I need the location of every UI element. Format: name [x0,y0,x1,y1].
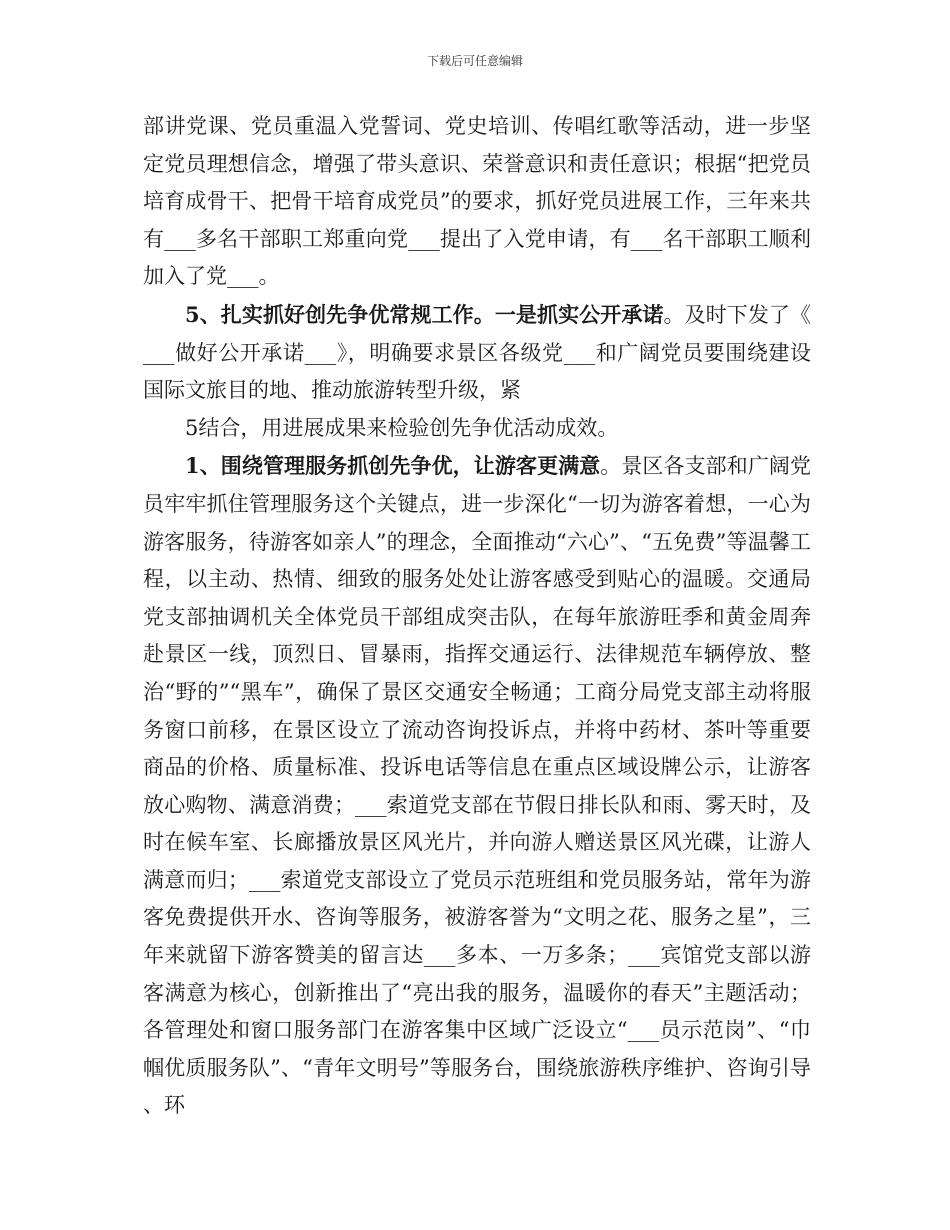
paragraph-2 [143,296,811,410]
paragraph-2-text: 。及时下发了《___做好公开承诺___》，明确要求景区各级党___和广阔党员要围绕建设国际文旅目的地、推动旅游转型升级，紧 [143,302,811,403]
section-heading-5: 5、扎实抓好创先争优常规工作。 [185,301,495,327]
section-heading-1: 1、围绕管理服务抓创先争优，让游客更满意 [185,453,601,479]
subheading-public-commitment: 一是抓实公开承诺 [494,301,664,327]
paragraph-4 [143,447,811,1125]
paragraph-3: 5结合，用进展成果来检验创先争优活动成效。 [185,415,619,440]
paragraph-4-text: 。景区各支部和广阔党员牢牢抓住管理服务这个关键点，进一步深化“一切为游客着想，一心为游客服务，待游客如亲人”的理念，全面推动“六心”、“五免费”等温馨工程，以主动、热情、细致的服务处处让游客感受到贴心的温暖。交通局党支部抽调机关全体党员干部组成突击队，在每年旅游旺季和黄金周奔赴景区一线，顶烈日、冒暴雨，指挥交通运行、法律规范车辆停放、整治“野的”“黑车”，确保了景区交通安全畅通；工商分局党支部主动将服务窗口前移，在景区设立了流动咨询投诉点，并将中药材、茶叶等重要商品的价格、质量标准、投诉电话等信息在重点区域设牌公示，让游客放心购物、满意消费；___索道党支部在节假日排长队和雨、雾天时，及时在候车室、长廊播放景区风光片，并向游人赠送景区风光碟，让游人满意而归；___索道党支部设立了党员示范班组和党员服务站，常年为游客免费提供开水、咨询等服务，被游客誉为“文明之花、服务之星”，三年来就留下游客赞美的留言达___多本、一万多条；___宾馆党支部以游客满意为核心，创新推出了“亮出我的服务，温暖你的春天”主题活动；各管理处和窗口服务部门在游客集中区域广泛设立“___员示范岗”、“巾帼优质服务队”、“青年文明号”等服务台，围绕旅游秩序维护、咨询引导、环 [143,454,811,1118]
page-header: 下载后可任意编辑 [426,54,523,68]
document-body [143,108,811,1125]
paragraph-1: 部讲党课、党员重温入党誓词、党史培训、传唱红歌等活动，进一步坚定党员理想信念，增强了带头意识、荣誉意识和责任意识；根据“把党员培育成骨干、把骨干培育成党员”的要求，抓好党员进展工作，三年来共有___多名干部职工郑重向党___提出了入党申请，有___名干部职工顺利加入了党___。 [143,114,811,289]
